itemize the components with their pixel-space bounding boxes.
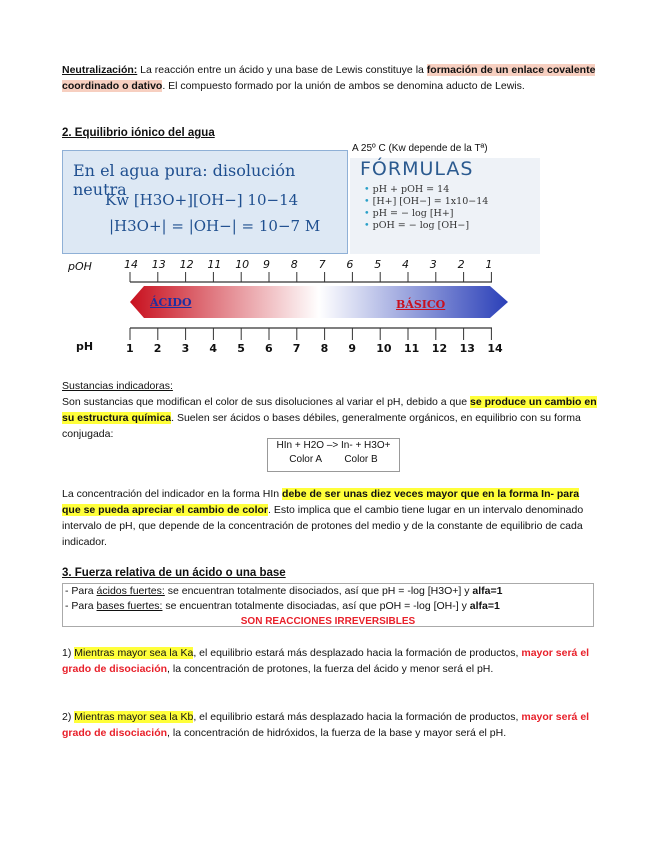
ph-tick-label: 11 xyxy=(404,342,420,355)
color-b: Color B xyxy=(344,454,378,465)
ka-paragraph xyxy=(62,645,597,677)
text: . El compuesto formado por la unión de ambos se denomina aducto de Lewis. xyxy=(162,80,525,92)
text: . Suelen ser ácidos o bases débiles, generalmente orgánicos, en equilibrio con su forma conjugada: xyxy=(62,412,581,440)
text: alfa=1 xyxy=(472,585,503,597)
fuerza-box xyxy=(62,583,594,627)
text: ácidos fuertes: xyxy=(96,585,165,597)
poh-tick-label: 8 xyxy=(290,258,298,271)
fuerza-heading: 3. Fuerza relativa de un ácido o una base xyxy=(62,567,286,579)
concentracion-paragraph xyxy=(62,486,597,550)
text: , el equilibrio estará más desplazado hacia la formación de productos, xyxy=(193,647,522,659)
text: La reacción entre un ácido y una base de Lewis constituye la xyxy=(137,64,427,76)
indicadoras-heading: Sustancias indicadoras: xyxy=(62,380,173,392)
ph-tick-label: 4 xyxy=(209,342,218,355)
ph-scale xyxy=(62,256,542,360)
text: 1) xyxy=(62,647,75,659)
poh-tick-label: 5 xyxy=(374,258,382,271)
text: , el equilibrio estará más desplazado hacia la formación de productos, xyxy=(193,711,522,723)
poh-tick-label: 3 xyxy=(429,258,437,271)
ph-tick-label: 1 xyxy=(126,342,134,355)
poh-label: pOH xyxy=(68,260,92,273)
basico-label: BÁSICO xyxy=(396,298,446,311)
highlight: formación de un enlace covalente coordinado o dativo xyxy=(62,64,596,92)
poh-tick-label: 6 xyxy=(346,258,354,271)
text: . Esto implica que el cambio tiene lugar en un intervalo denominado intervalo de pH, que depende de la concentración de protones del medio y de la constante de equilibrio de cada indicador. xyxy=(62,504,584,548)
poh-tick-label: 10 xyxy=(235,258,250,271)
ph-tick-label: 9 xyxy=(348,342,357,355)
red-text: mayor será el grado de disociación xyxy=(62,711,590,739)
concentration-line: |H3O+| = |OH−| = 10−7 M xyxy=(109,217,321,235)
text: , la concentración de protones, la fuerza del ácido y menor será el pH. xyxy=(167,663,494,675)
bases-fuertes-line xyxy=(63,599,593,614)
text: se encuentran totalmente disociados, así que pH = -log [H3O+] y xyxy=(164,585,473,597)
acidos-fuertes-line xyxy=(63,584,593,599)
ph-tick-label: 8 xyxy=(320,342,329,355)
highlight: debe de ser unas diez veces mayor que en la forma In- para que se pueda apreciar el cambio de color xyxy=(62,488,580,516)
poh-tick-label: 7 xyxy=(318,258,326,271)
highlight: se produce un cambio en su estructura química xyxy=(62,396,597,424)
ph-tick-label: 6 xyxy=(265,342,273,355)
neutralizacion-heading: Neutralización: xyxy=(62,64,138,76)
text: , la concentración de hidróxidos, la fuerza de la base y mayor será el pH. xyxy=(167,727,507,739)
highlight: Mientras mayor sea la Kb xyxy=(74,711,194,723)
color-labels xyxy=(268,453,399,467)
poh-tick-label: 14 xyxy=(124,258,138,271)
ph-tick-label: 10 xyxy=(376,342,392,355)
text: - Para xyxy=(65,585,97,597)
highlight: Mientras mayor sea la Ka xyxy=(74,647,194,659)
poh-tick-label: 12 xyxy=(179,258,194,271)
indicator-equation-box xyxy=(267,438,400,472)
formula-item: • pOH = − log [OH−] xyxy=(364,220,488,232)
text: se encuentran totalmente disociadas, así que pOH = -log [OH-] y xyxy=(162,600,470,612)
poh-tick-label: 9 xyxy=(263,258,270,271)
kw-line: Kw [H3O+][OH−] 10−14 xyxy=(105,191,299,209)
ph-tick-label: 3 xyxy=(181,342,190,355)
neutral-water-box xyxy=(62,150,348,254)
poh-tick-label: 1 xyxy=(485,258,493,271)
equilibrio-heading: 2. Equilibrio iónico del agua xyxy=(62,127,215,139)
ph-tick-label: 2 xyxy=(153,342,162,355)
ph-tick-label: 13 xyxy=(459,342,475,355)
poh-tick-label: 13 xyxy=(151,258,166,271)
text: bases fuertes: xyxy=(96,600,163,612)
poh-tick-label: 4 xyxy=(402,258,409,271)
color-a: Color A xyxy=(289,454,323,465)
ph-tick-label: 12 xyxy=(431,342,448,355)
text: Son sustancias que modifican el color de sus disoluciones al variar el pH, debido a que xyxy=(62,396,470,408)
box-title: En el agua pura: disolución neutra xyxy=(73,161,296,199)
formulas-title: FÓRMULAS xyxy=(360,158,474,180)
acido-label: ÁCIDO xyxy=(150,296,192,309)
text: La concentración del indicador en la forma HIn xyxy=(62,488,283,500)
formula-item: • pH = − log [H+] xyxy=(364,208,488,220)
temperature-note: A 25º C (Kw depende de la Tª) xyxy=(352,143,488,154)
neutralizacion-paragraph xyxy=(62,62,597,94)
formulas-list xyxy=(364,184,488,232)
ph-label: pH xyxy=(76,340,94,353)
ph-tick-label: 5 xyxy=(237,342,245,355)
ph-tick-label: 7 xyxy=(292,342,301,355)
text: alfa=1 xyxy=(469,600,500,612)
text: - Para xyxy=(65,600,97,612)
indicator-equation: HIn + H2O –> In- + H3O+ xyxy=(276,440,391,451)
irreversibles-line: SON REACCIONES IRREVERSIBLES xyxy=(240,616,416,627)
poh-tick-label: 2 xyxy=(457,258,465,271)
text: 2) xyxy=(62,711,75,723)
formula-item: • pH + pOH = 14 xyxy=(364,184,488,196)
kb-paragraph xyxy=(62,709,597,741)
formula-item: • [H+] [OH−] = 1x10−14 xyxy=(364,196,488,208)
poh-tick-label: 11 xyxy=(207,258,222,271)
ph-tick-label: 14 xyxy=(487,342,503,355)
formulas-panel xyxy=(350,158,540,254)
red-text: mayor será el grado de disociación xyxy=(62,647,590,675)
indicadoras-paragraph xyxy=(62,378,597,442)
